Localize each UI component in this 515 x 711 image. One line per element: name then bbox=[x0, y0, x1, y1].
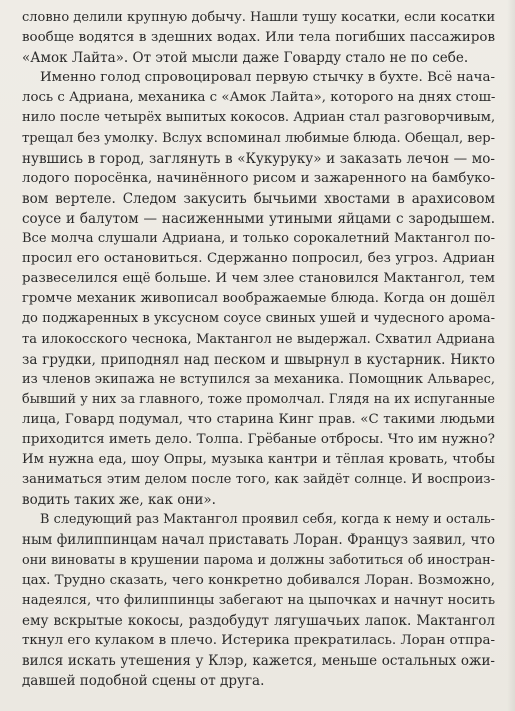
text-line: Им нужна еда, шоу Опры, музыка кантри и тёплая кровать, чтобы bbox=[22, 452, 495, 468]
text-line: за грудки, приподнял над песком и швырнул в кустарник. Никто bbox=[22, 351, 495, 368]
text-line: словно делили крупную добычу. Нашли тушу косатки, если косатки bbox=[22, 10, 496, 25]
text-line: бывший у них за главного, тоже промолчал. Глядя на их испуганные bbox=[22, 391, 495, 407]
text-line: та илокосского чеснока, Мактангол не выдержал. Схватил Адриана bbox=[22, 331, 495, 347]
text-line: «Амок Лайта». От этой мысли даже Говарду стало не по себе. bbox=[22, 50, 469, 67]
text-line: они виноваты в крушении парома и должны заботиться об иностран- bbox=[22, 552, 495, 568]
text-line: вился искать утешения у Клэр, кажется, меньше остальных ожи- bbox=[22, 653, 495, 669]
text-line: В следующий раз Мактангол проявил себя, когда к нему и осталь- bbox=[40, 512, 495, 528]
page-edge-shadow bbox=[507, 0, 515, 711]
text-line: просил его остановиться. Сдержанно попросил, без угроз. Адриан bbox=[22, 251, 495, 267]
text-line: лодого поросёнка, начинённого рисом и зажаренного на бамбуко- bbox=[22, 170, 495, 186]
text-line: водить таких же, как они». bbox=[22, 492, 216, 509]
text-line: вообще водятся в здешних водах. Или тела погибших пассажиров bbox=[22, 30, 495, 46]
text-line: цах. Трудно сказать, чего конкретно добивался Лоран. Возможно, bbox=[22, 572, 495, 588]
text-line: развеселился ещё больше. И чем злее становился Мактангол, тем bbox=[22, 271, 495, 287]
text-line: вом вертеле. Следом закусить бычьими хвостами в арахисовом bbox=[22, 190, 495, 207]
text-line: заниматься этим делом после того, как зайдёт солнце. И воспроиз- bbox=[22, 472, 495, 488]
text-line: ным филиппинцам начал приставать Лоран. Француз заявил, что bbox=[22, 532, 495, 549]
text-line: давшей подобной сцены от друга. bbox=[22, 673, 265, 690]
text-line: трещал без умолку. Вслух вспоминал любимые блюда. Обещал, вер- bbox=[22, 130, 495, 146]
text-line: Все молча слушали Адриана, и только сорокалетний Мактангол по- bbox=[22, 231, 495, 247]
paragraph-2 bbox=[22, 68, 495, 510]
text-line: до поджаренных в уксусном соусе свиных ушей и чудесного арома- bbox=[22, 311, 495, 327]
text-line: из членов экипажа не вступился за механика. Помощник Альварес, bbox=[22, 371, 495, 387]
text-line: ткнул его кулаком в плечо. Истерика прекратилась. Лоран отпра- bbox=[22, 632, 495, 648]
text-line: громче механик живописал воображаемые блюда. Когда он дошёл bbox=[22, 291, 495, 307]
text-line: приходится иметь дело. Толпа. Грёбаные отбросы. Что им нужно? bbox=[22, 431, 495, 447]
text-line: Именно голод спровоцировал первую стычку в бухте. Всё нача- bbox=[40, 70, 495, 86]
text-line: нило после четырёх выпитых кокосов. Адриан стал разговорчивым, bbox=[22, 110, 496, 126]
text-line: нувшись в город, заглянуть в «Кукуруку» и заказать лечон — мо- bbox=[22, 150, 495, 167]
text-line: лось с Адриана, механика с «Амок Лайта», которого на днях стош- bbox=[22, 90, 496, 106]
text-line: надеялся, что филиппинцы забегают на цыпочках и начнут носить bbox=[22, 592, 495, 608]
text-line: ему вскрытые кокосы, раздобудут лягушачьих лапок. Мактангол bbox=[22, 612, 495, 629]
text-line: соусе и балутом — насиженными утиными яйцами с зародышем. bbox=[22, 210, 495, 227]
paragraph-1 bbox=[22, 8, 495, 68]
text-line: лица, Говард подумал, что старина Кинг прав. «С такими людьми bbox=[22, 411, 495, 427]
paragraph-3 bbox=[22, 510, 495, 691]
